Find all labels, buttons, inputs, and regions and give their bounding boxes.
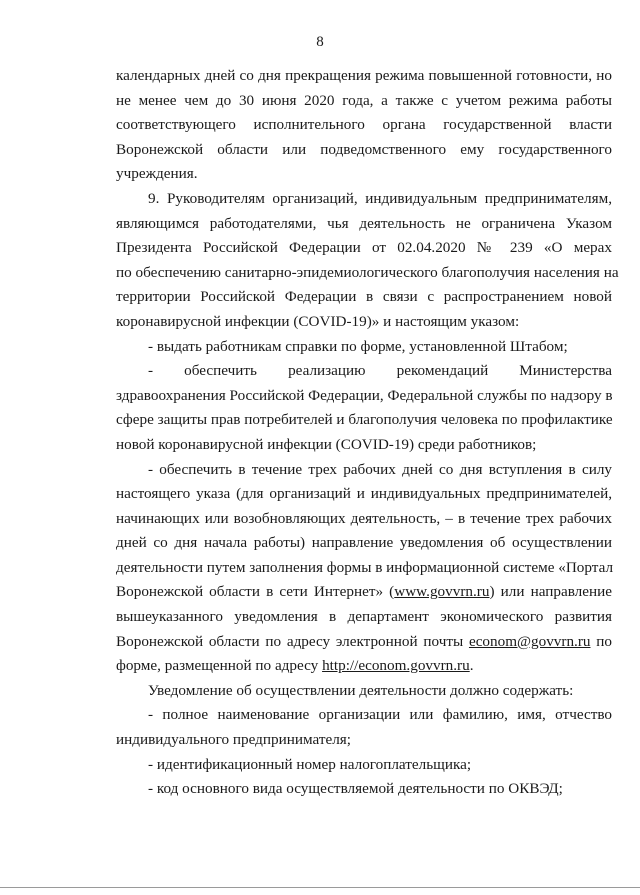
text-segment: форме, размещенной по адресу xyxy=(116,657,323,675)
text-line: Президента Российской Федерации от 02.04.2020 № 239 «О мерах xyxy=(116,239,612,257)
text-line: дней со дня начала работы) направление уведомления об осуществлении xyxy=(116,534,612,552)
text-line: сфере защиты прав потребителей и благополучия человека по профилактике xyxy=(116,411,613,429)
text-segment: Воронежской области по адресу электронной почты xyxy=(116,632,469,650)
text-line: начинающих или возобновляющих деятельность, – в течение трех рабочих xyxy=(116,509,612,527)
email-link[interactable]: econom@govvrn.ru xyxy=(468,632,591,650)
text-line: являющимся работодателями, чья деятельность не ограничена Указом xyxy=(116,214,612,232)
text-line xyxy=(116,580,612,605)
text-line xyxy=(116,654,612,679)
text-line: Уведомление об осуществлении деятельности должно содержать: xyxy=(148,681,574,699)
text-line: территории Российской Федерации в связи с распространением новой xyxy=(116,288,612,306)
text-line: коронавирусной инфекции (COVID-19)» и настоящим указом: xyxy=(116,312,520,330)
text-line: индивидуального предпринимателя; xyxy=(116,731,351,749)
text-line: не менее чем до 30 июня 2020 года, а также с учетом режима работы xyxy=(116,91,612,109)
text-line: - обеспечить в течение трех рабочих дней со дня вступления в силу xyxy=(148,460,612,478)
text-line: новой коронавирусной инфекции (COVID-19) среди работников; xyxy=(116,435,537,453)
text-line: - выдать работникам справки по форме, установленной Штабом; xyxy=(148,337,568,355)
document-body xyxy=(116,64,619,802)
text-line: учреждения. xyxy=(116,165,198,183)
text-segment: по xyxy=(590,632,612,650)
text-line: соответствующего исполнительного органа государственной власти xyxy=(116,116,612,134)
govvrn-link[interactable]: www.govvrn.ru xyxy=(394,583,490,601)
text-line: - идентификационный номер налогоплательщика; xyxy=(148,755,472,773)
text-line: здравоохранения Российской Федерации, Федеральной службы по надзору в xyxy=(116,386,613,404)
text-line: - обеспечить реализацию рекомендаций Министерства xyxy=(148,362,612,380)
text-line: календарных дней со дня прекращения режима повышенной готовности, но xyxy=(116,67,612,84)
text-line xyxy=(116,630,612,655)
text-segment: . xyxy=(469,657,474,675)
page-bottom-edge xyxy=(0,887,640,888)
page-number: 8 xyxy=(316,34,324,50)
text-line: Воронежской области или подведомственного ему государственного xyxy=(116,140,612,158)
text-segment: ) или направление xyxy=(489,583,612,601)
text-line: по обеспечению санитарно-эпидемиологического благополучия населения на xyxy=(116,263,619,281)
text-line: деятельности путем заполнения формы в информационной системе «Портал xyxy=(116,558,614,576)
text-line: 9. Руководителям организаций, индивидуальным предпринимателям, xyxy=(148,189,612,207)
text-line: - полное наименование организации или фамилию, имя, отчество xyxy=(148,706,612,724)
text-line: настоящего указа (для организаций и индивидуальных предпринимателей, xyxy=(116,485,612,503)
text-line: вышеуказанного уведомления в департамент экономического развития xyxy=(116,608,612,626)
econom-link[interactable]: http://econom.govvrn.ru xyxy=(322,657,470,675)
text-line: - код основного вида осуществляемой деятельности по ОКВЭД; xyxy=(148,780,563,798)
text-segment: Воронежской области в сети Интернет» ( xyxy=(116,583,395,601)
